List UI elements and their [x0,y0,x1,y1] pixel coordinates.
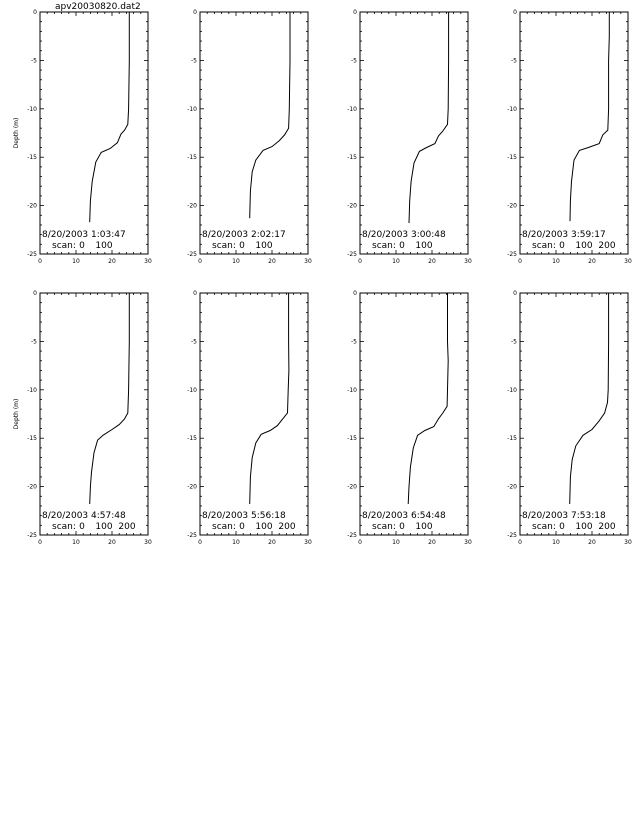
y-tick-label: -25 [507,251,517,258]
y-tick-label: 0 [353,290,357,297]
x-tick-label: 10 [392,258,400,265]
x-tick-label: 20 [588,258,596,265]
x-tick-label: 0 [198,258,202,265]
scan-tick-label: 100 [415,522,433,532]
timestamp-annotation: 8/20/2003 1:03:47 [42,230,126,240]
x-tick-label: 0 [358,539,362,546]
y-tick-label: -25 [27,532,37,539]
y-tick-label: -20 [187,483,197,491]
scan-label: scan: [532,241,556,251]
y-tick-label: -10 [187,105,197,113]
y-tick-label: 0 [353,9,357,16]
y-tick-label: -5 [31,57,37,65]
x-tick-label: 30 [144,539,152,546]
x-tick-label: 10 [72,539,80,546]
y-tick-label: -15 [187,154,197,162]
timestamp-annotation: 8/20/2003 3:59:17 [522,230,606,240]
y-tick-label: -20 [507,202,517,210]
y-tick-label: -20 [347,483,357,491]
figure-title: apv20030820.dat2 [55,2,141,12]
x-tick-label: 20 [428,539,436,546]
y-tick-label: -15 [27,154,37,162]
scan-label: scan: [52,522,76,532]
x-tick-label: 20 [428,258,436,265]
x-tick-label: 10 [72,258,80,265]
x-tick-label: 30 [624,258,632,265]
y-tick-label: 0 [33,9,37,16]
y-tick-label: -5 [191,338,197,346]
y-tick-label: -15 [347,154,357,162]
x-tick-label: 0 [358,258,362,265]
x-tick-label: 20 [268,258,276,265]
y-tick-label: -5 [191,57,197,65]
timestamp-annotation: 8/20/2003 2:02:17 [202,230,286,240]
y-tick-label: -10 [187,386,197,394]
x-tick-label: 10 [552,539,560,546]
scan-tick-label: 0 [79,522,85,532]
y-tick-label: 0 [33,290,37,297]
x-tick-label: 20 [588,539,596,546]
scan-tick-label: 200 [118,522,136,532]
x-tick-label: 0 [518,539,522,546]
x-tick-label: 30 [304,258,312,265]
scan-label: scan: [532,522,556,532]
y-tick-label: -20 [27,483,37,491]
x-tick-label: 30 [464,258,472,265]
scan-tick-label: 0 [79,241,85,251]
y-tick-label: 0 [513,290,517,297]
y-tick-label: -15 [507,435,517,443]
y-tick-label: -5 [351,338,357,346]
x-tick-label: 10 [392,539,400,546]
scan-tick-label: 100 [255,522,273,532]
y-tick-label: 0 [193,290,197,297]
y-tick-label: -10 [27,386,37,394]
scan-tick-label: 0 [399,522,405,532]
timestamp-annotation: 8/20/2003 5:56:18 [202,511,286,521]
scan-tick-label: 100 [255,241,273,251]
y-tick-label: -10 [347,386,357,394]
timestamp-annotation: 8/20/2003 6:54:48 [362,511,446,521]
y-tick-label: -25 [187,251,197,258]
x-tick-label: 30 [304,539,312,546]
scan-tick-label: 100 [95,241,113,251]
x-tick-label: 30 [144,258,152,265]
x-tick-label: 20 [108,258,116,265]
y-axis-label: Depth (m) [13,117,20,149]
y-tick-label: -25 [347,251,357,258]
scan-tick-label: 100 [95,522,113,532]
scan-label: scan: [372,522,396,532]
x-tick-label: 0 [198,539,202,546]
y-tick-label: -10 [507,386,517,394]
y-tick-label: -20 [27,202,37,210]
timestamp-annotation: 8/20/2003 3:00:48 [362,230,446,240]
scan-tick-label: 100 [575,522,593,532]
x-tick-label: 30 [464,539,472,546]
y-tick-label: -20 [507,483,517,491]
y-tick-label: -5 [31,338,37,346]
y-tick-label: -15 [507,154,517,162]
scan-tick-label: 100 [575,241,593,251]
y-tick-label: -5 [351,57,357,65]
x-tick-label: 30 [624,539,632,546]
y-tick-label: -15 [27,435,37,443]
scan-label: scan: [372,241,396,251]
y-tick-label: -15 [347,435,357,443]
y-tick-label: -20 [187,202,197,210]
x-tick-label: 10 [552,258,560,265]
timestamp-annotation: 8/20/2003 7:53:18 [522,511,606,521]
y-axis-label: Depth (m) [13,398,20,430]
scan-label: scan: [52,241,76,251]
y-tick-label: -5 [511,57,517,65]
scan-tick-label: 0 [559,522,565,532]
y-tick-label: -20 [347,202,357,210]
x-tick-label: 10 [232,539,240,546]
y-tick-label: 0 [513,9,517,16]
x-tick-label: 0 [38,258,42,265]
x-tick-label: 0 [518,258,522,265]
x-tick-label: 10 [232,258,240,265]
scan-label: scan: [212,522,236,532]
y-tick-label: -5 [511,338,517,346]
scan-tick-label: 0 [239,522,245,532]
x-tick-label: 20 [108,539,116,546]
y-tick-label: -25 [347,532,357,539]
y-tick-label: -25 [507,532,517,539]
y-tick-label: -10 [27,105,37,113]
scan-tick-label: 0 [559,241,565,251]
scan-tick-label: 100 [415,241,433,251]
y-tick-label: -25 [187,532,197,539]
x-tick-label: 20 [268,539,276,546]
y-tick-label: -15 [187,435,197,443]
y-tick-label: -25 [27,251,37,258]
scan-tick-label: 200 [598,522,616,532]
scan-tick-label: 0 [399,241,405,251]
scan-label: scan: [212,241,236,251]
timestamp-annotation: 8/20/2003 4:57:48 [42,511,126,521]
scan-tick-label: 200 [278,522,296,532]
y-tick-label: -10 [507,105,517,113]
scan-tick-label: 0 [239,241,245,251]
x-tick-label: 0 [38,539,42,546]
scan-tick-label: 200 [598,241,616,251]
y-tick-label: -10 [347,105,357,113]
y-tick-label: 0 [193,9,197,16]
